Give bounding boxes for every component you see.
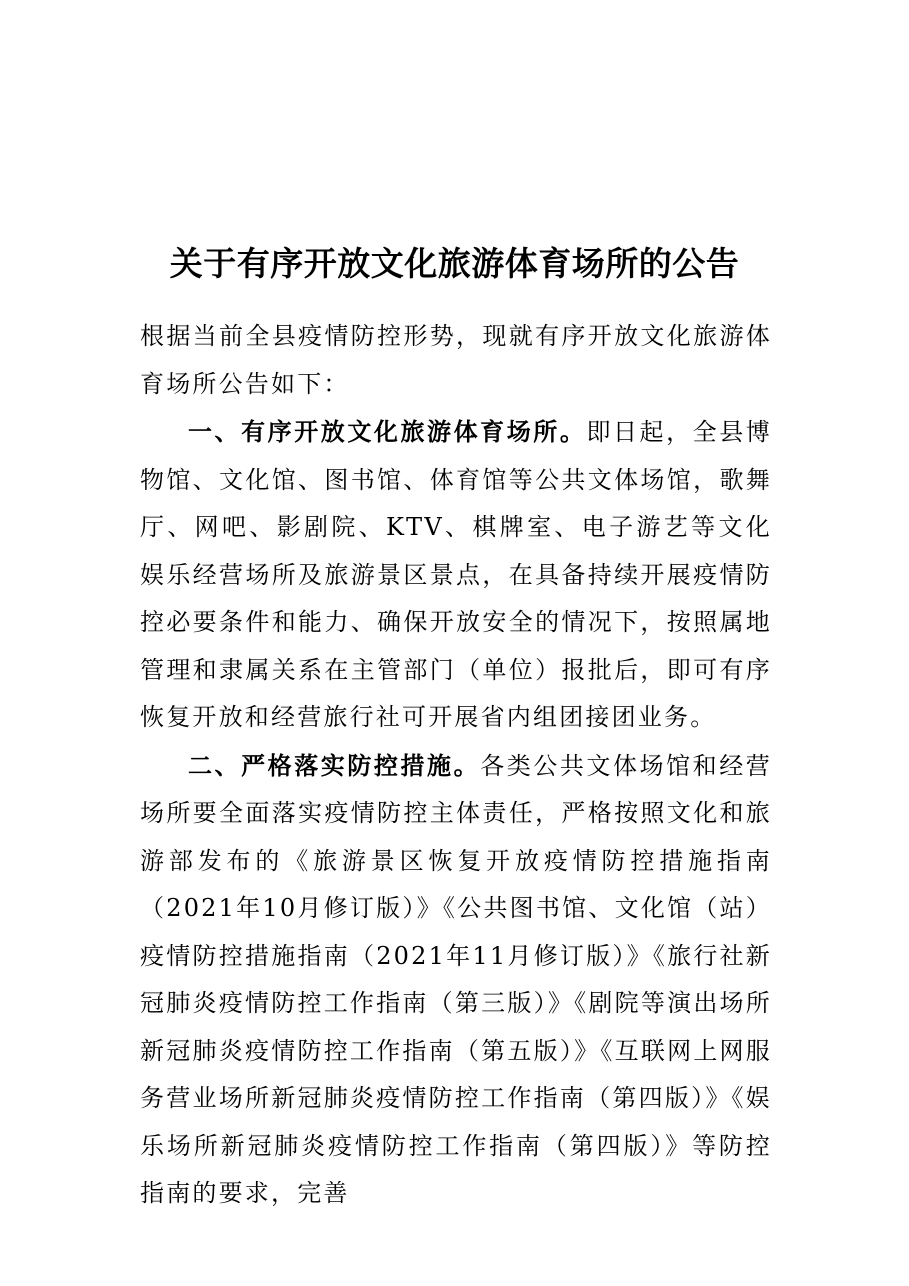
document-title: 关于有序开放文化旅游体育场所的公告 — [169, 244, 740, 284]
section-2-text: 各类公共文体场馆和经营场所要全面落实疫情防控主体责任，严格按照文化和旅游部发布的《旅游景区恢复开放疫情防控措施指南（2021年10月修订版）》《公共图书馆、文化馆（站）疫情防控措施指南（2021年11月修订版）》《旅行社新冠肺炎疫情防控工作指南（第三版）》《剧院等演出场所新冠肺炎疫情防控工作指南（第五版）》《互联网上网服务营业场所新冠肺炎疫情防控工作指南（第四版）》《娱乐场所新冠肺炎疫情防控工作指南（第四版）》等防控指南的要求，完善 — [140, 751, 773, 1207]
section-1-paragraph — [140, 408, 772, 742]
intro-paragraph: 根据当前全县疫情防控形势，现就有序开放文化旅游体育场所公告如下： — [140, 322, 772, 398]
section-1-text: 即日起，全县博物馆、文化馆、图书馆、体育馆等公共文体场馆，歌舞厅、网吧、影剧院、KTV、棋牌室、电子游艺等文化娱乐经营场所及旅游景区景点，在具备持续开展疫情防控必要条件和能力、确保开放安全的情况下，按照属地管理和隶属关系在主管部门（单位）报批后，即可有序恢复开放和经营旅行社可开展省内组团接团业务。 — [140, 418, 773, 731]
document-body — [140, 313, 772, 1218]
section-2-paragraph — [140, 742, 772, 1218]
section-2-heading: 二、严格落实防控措施。 — [188, 750, 481, 780]
section-1-heading: 一、有序开放文化旅游体育场所。 — [188, 417, 587, 446]
